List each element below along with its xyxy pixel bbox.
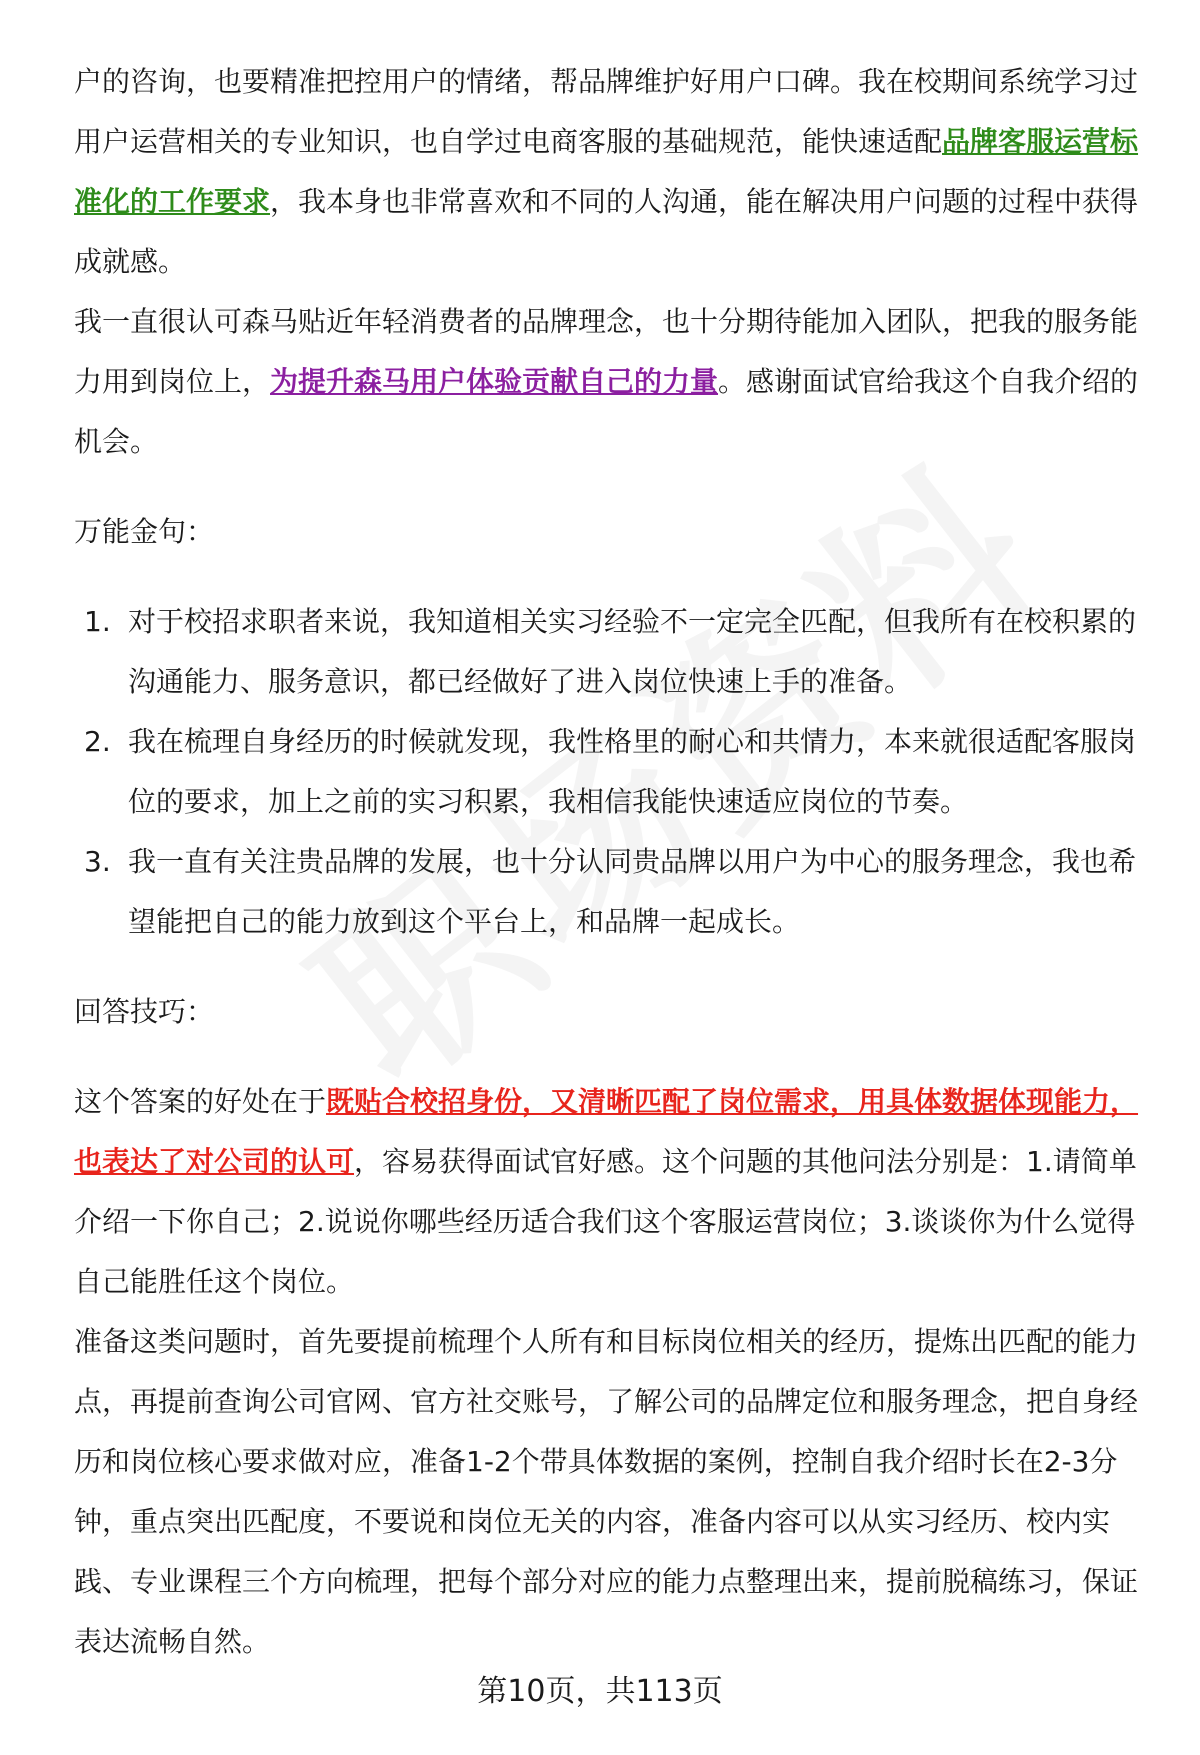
list-text: 我一直有关注贵品牌的发展，也十分认同贵品牌以用户为中心的服务理念，我也希望能把自己的能力放到这个平台上，和品牌一起成长。: [128, 845, 1137, 938]
heading-golden-sentences: 万能金句：: [74, 515, 215, 548]
list-number: 3.: [84, 845, 111, 878]
highlight-green: 品牌客服运营标准化的工作要求: [74, 125, 1139, 218]
text: 这个答案的好处在于: [74, 1085, 327, 1118]
text: 我一直很认可森马贴近年轻消费者的品牌理念，也十分期待能加入团队，把我的服务能力用到岗位上，: [74, 305, 1139, 398]
text: ，我本身也非常喜欢和不同的人沟通，能在解决用户问题的过程中获得成就感。: [74, 185, 1139, 278]
document-body: [74, 52, 1146, 1672]
text: 。感谢面试官给我这个自我介绍的机会。: [74, 365, 1139, 458]
heading-answer-tips: 回答技巧：: [74, 995, 215, 1028]
list-item: [74, 832, 1146, 952]
highlight-red: 既贴合校招身份，又清晰匹配了岗位需求，用具体数据体现能力，也表达了对公司的认可: [74, 1085, 1139, 1178]
paragraph-closing: [74, 292, 1146, 472]
page-number: 第10页，共113页: [477, 1674, 723, 1709]
list-number: 2.: [84, 725, 111, 758]
list-text: 我在梳理自身经历的时候就发现，我性格里的耐心和共情力，本来就很适配客服岗位的要求，加上之前的实习积累，我相信我能快速适应岗位的节奏。: [128, 725, 1137, 818]
list-number: 1.: [84, 605, 111, 638]
text: ，容易获得面试官好感。这个问题的其他问法分别是：1.请简单介绍一下你自己；2.说说你哪些经历适合我们这个客服运营岗位；3.谈谈你为什么觉得自己能胜任这个岗位。: [74, 1145, 1137, 1298]
text: 户的咨询，也要精准把控用户的情绪，帮品牌维护好用户口碑。我在校期间系统学习过用户运营相关的专业知识，也自学过电商客服的基础规范，能快速适配: [74, 65, 1139, 158]
paragraph-answer-benefit: [74, 1072, 1146, 1312]
list-item: [74, 712, 1146, 832]
list-item: [74, 592, 1146, 712]
highlight-purple: 为提升森马用户体验贡献自己的力量: [270, 365, 719, 398]
paragraph-preparation: 准备这类问题时，首先要提前梳理个人所有和目标岗位相关的经历，提炼出匹配的能力点，再提前查询公司官网、官方社交账号，了解公司的品牌定位和服务理念，把自身经历和岗位核心要求做对应，准备1-2个带具体数据的案例，控制自我介绍时长在2-3分钟，重点突出匹配度，不要说和岗位无关的内容，准备内容可以从实习经历、校内实践、专业课程三个方向梳理，把每个部分对应的能力点整理出来，提前脱稿练习，保证表达流畅自然。: [74, 1325, 1139, 1658]
paragraph-intro-end: [74, 52, 1146, 292]
golden-sentence-list: [74, 592, 1146, 952]
list-text: 对于校招求职者来说，我知道相关实习经验不一定完全匹配，但我所有在校积累的沟通能力、服务意识，都已经做好了进入岗位快速上手的准备。: [128, 605, 1137, 698]
